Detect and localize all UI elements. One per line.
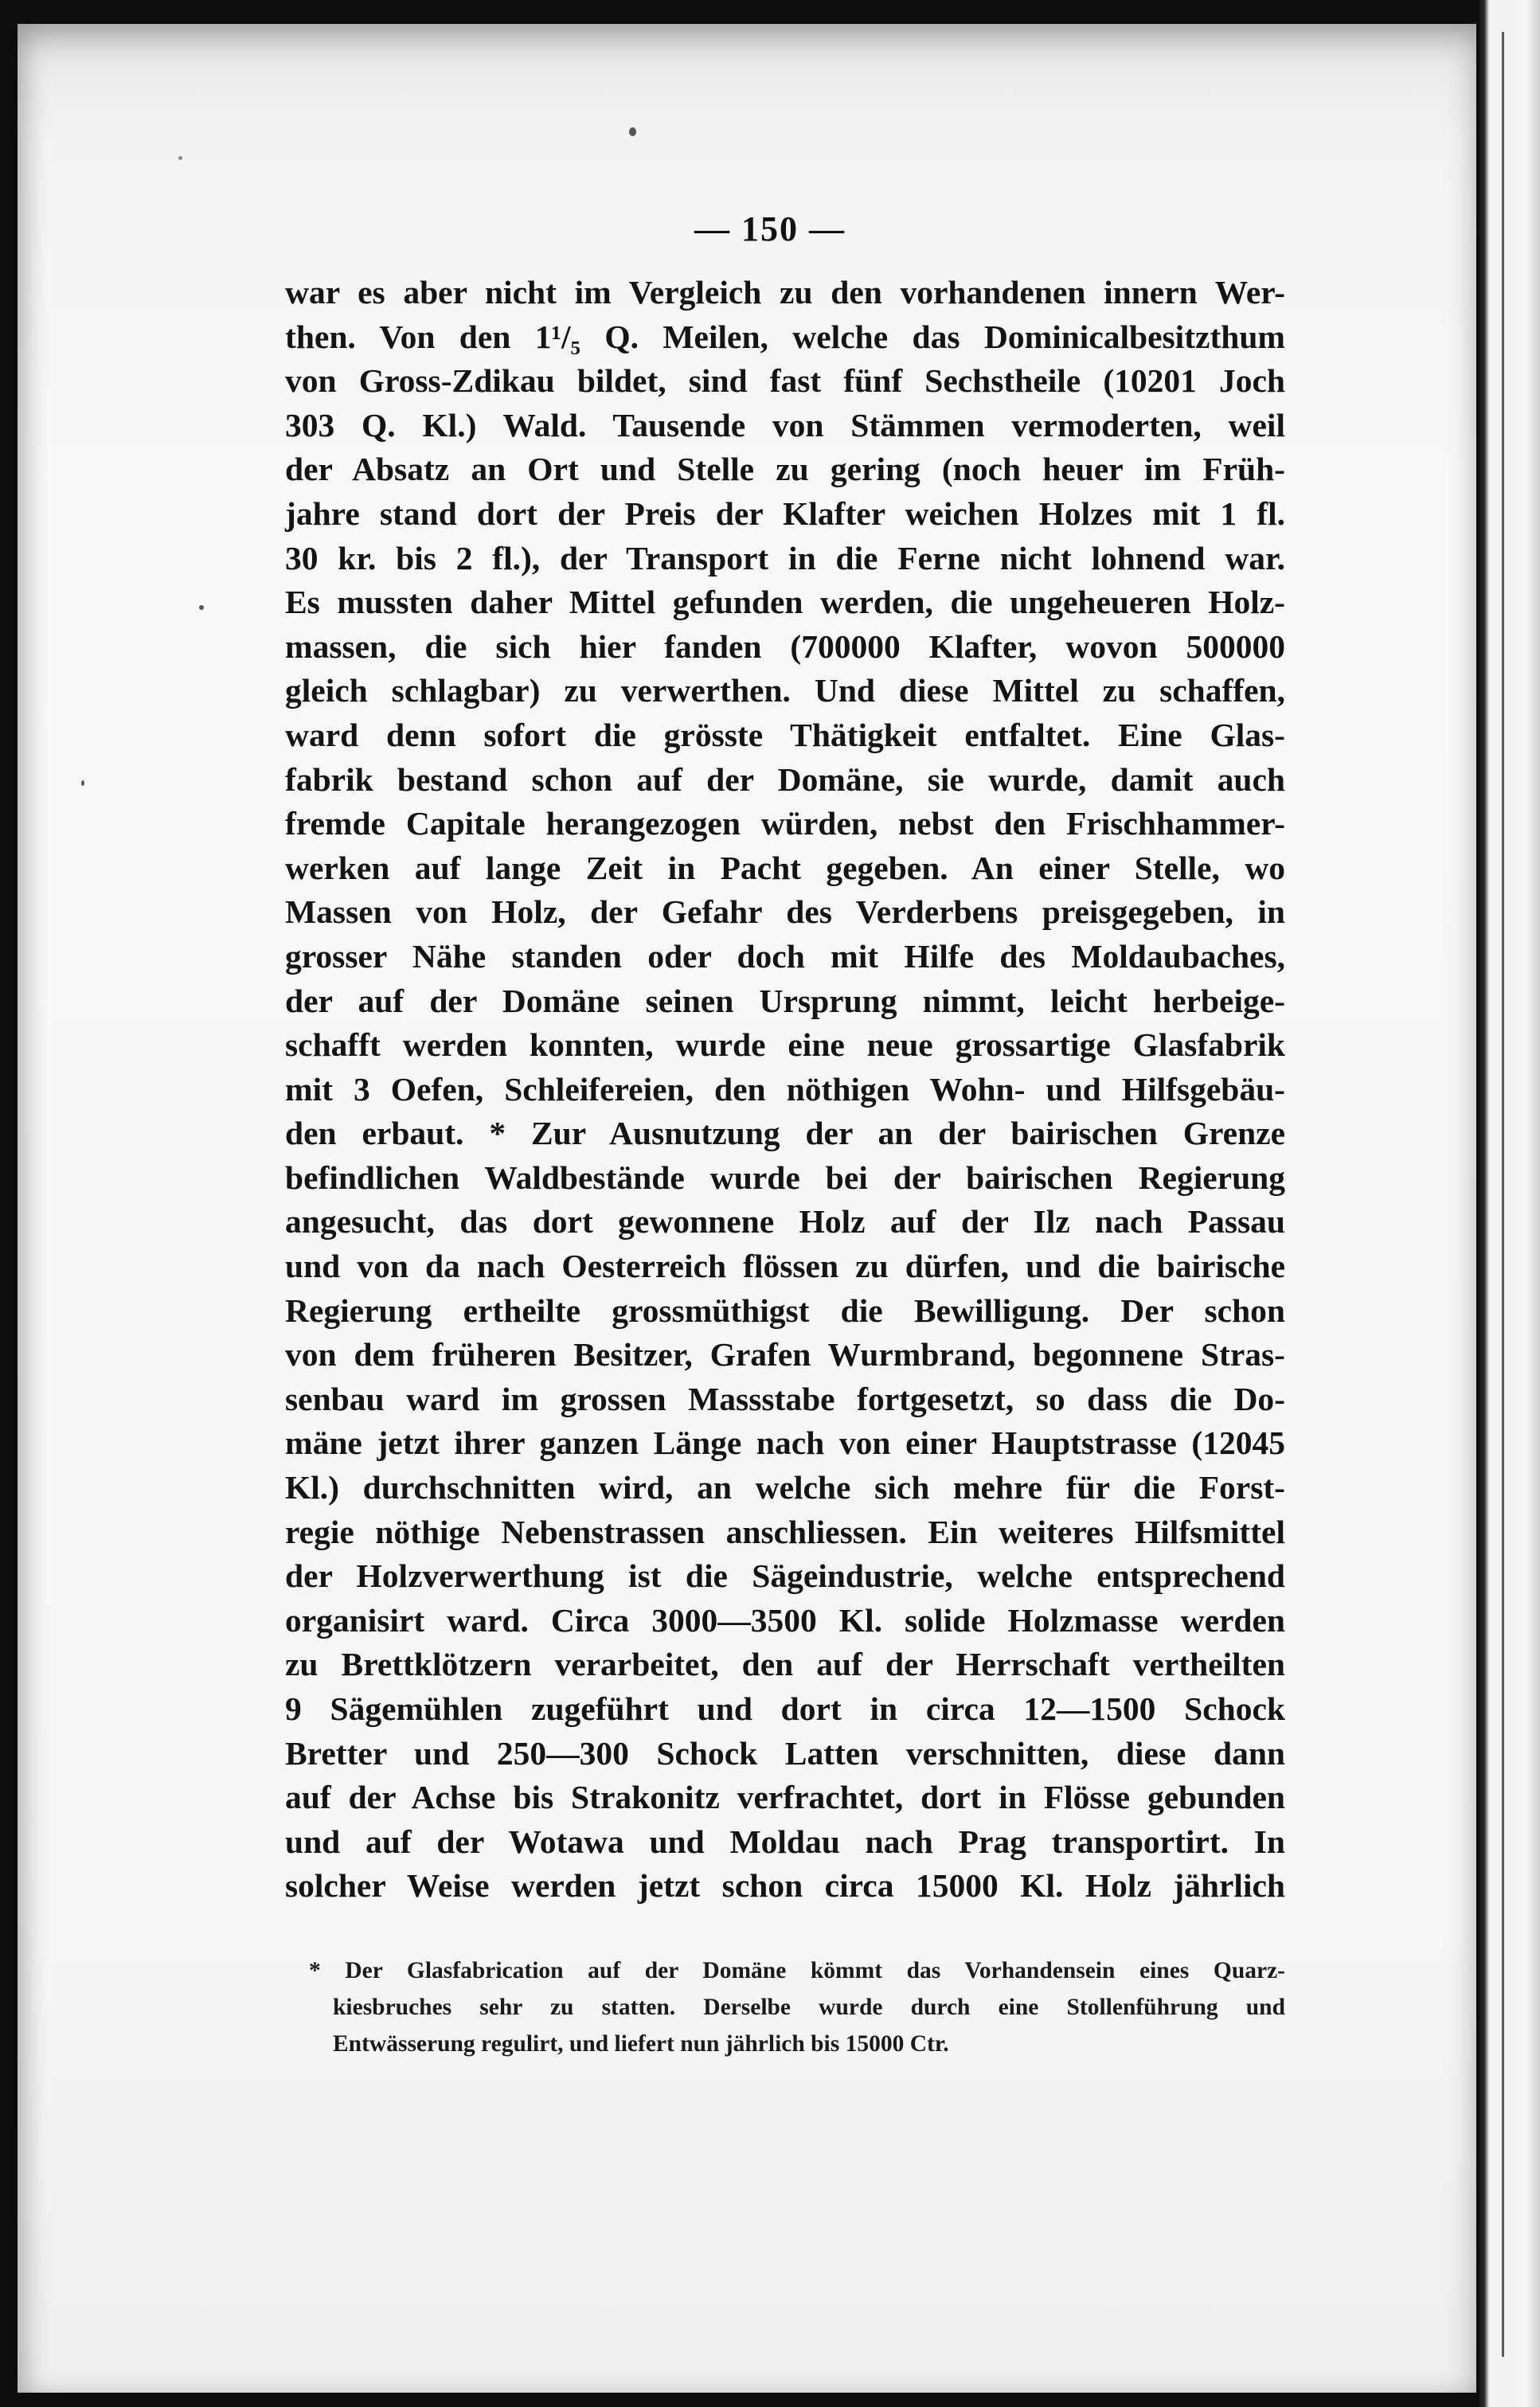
body-text <box>285 271 1285 1909</box>
footnote <box>309 1952 1285 2062</box>
text-line: senbau ward im grossen Massstabe fortgesetzt, so dass die Do- <box>285 1380 1285 1417</box>
text-line: 30 kr. bis 2 fl.), der Transport in die Ferne nicht lohnend war. <box>285 539 1285 576</box>
text-line: Es mussten daher Mittel gefunden werden, die ungeheueren Holz- <box>285 584 1285 621</box>
text-line: gleich schlagbar) zu verwerthen. Und diese Mittel zu schaffen, <box>285 672 1285 709</box>
text-line: regie nöthige Nebenstrassen anschliessen. Ein weiteres Hilfsmittel <box>285 1513 1285 1550</box>
text-line: ward denn sofort die grösste Thätigkeit entfaltet. Eine Glas- <box>285 716 1285 753</box>
text-line: befindlichen Waldbestände wurde bei der bairischen Regierung <box>285 1159 1285 1196</box>
text-line: und von da nach Oesterreich flössen zu dürfen, und die bairische <box>285 1248 1285 1285</box>
page-edge <box>1479 0 1540 2407</box>
text-line: mit 3 Oefen, Schleifereien, den nöthigen Wohn- und Hilfsgebäu- <box>285 1070 1285 1108</box>
text-line: jahre stand dort der Preis der Klafter weichen Holzes mit 1 fl. <box>285 494 1285 532</box>
text-line: der Absatz an Ort und Stelle zu gering (noch heuer im Früh- <box>285 451 1285 488</box>
text-line: Bretter und 250—300 Schock Latten verschnitten, diese dann <box>285 1734 1285 1772</box>
text-line: von dem früheren Besitzer, Grafen Wurmbrand, begonnene Stras- <box>285 1336 1285 1373</box>
text-line: Regierung ertheilte grossmüthigst die Bewilligung. Der schon <box>285 1291 1285 1329</box>
text-line: schafft werden konnten, wurde eine neue grossartige Glasfabrik <box>285 1026 1285 1064</box>
text-line: 9 Sägemühlen zugeführt und dort in circa 12—1500 Schock <box>285 1690 1285 1727</box>
text-line: 303 Q. Kl.) Wald. Tausende von Stämmen vermoderten, weil <box>285 406 1285 443</box>
text-line: then. Von den 1¹/₅ Q. Meilen, welche das Dominicalbesitzthum <box>285 318 1285 355</box>
text-line: solcher Weise werden jetzt schon circa 15000 Kl. Holz jährlich <box>285 1867 1285 1905</box>
footnote-line: Entwässerung regulirt, und liefert nun jährlich bis 15000 Ctr. <box>333 2031 949 2057</box>
footnote-line: * Der Glasfabrication auf der Domäne kömmt das Vorhandensein eines Quarz- <box>309 1958 1285 1983</box>
text-line: angesucht, das dort gewonnene Holz auf der Ilz nach Passau <box>285 1203 1285 1241</box>
text-line: war es aber nicht im Vergleich zu den vorhandenen innern Wer- <box>285 274 1285 311</box>
text-line: auf der Achse bis Strakonitz verfrachtet, dort in Flösse gebunden <box>285 1779 1285 1816</box>
page-number: — 150 — <box>694 209 846 248</box>
text-line: grosser Nähe standen oder doch mit Hilfe des Moldaubaches, <box>285 937 1285 975</box>
text-line: der auf der Domäne seinen Ursprung nimmt, leicht herbeige- <box>285 982 1285 1019</box>
ink-speck <box>81 780 84 786</box>
text-line: der Holzverwerthung ist die Sägeindustrie, welche entsprechend <box>285 1557 1285 1595</box>
text-line: von Gross-Zdikau bildet, sind fast fünf Sechstheile (10201 Joch <box>285 362 1285 400</box>
text-line: den erbaut. * Zur Ausnutzung der an der bairischen Grenze <box>285 1115 1285 1152</box>
text-line: Kl.) durchschnitten wird, an welche sich mehre für die Forst- <box>285 1469 1285 1506</box>
text-line: zu Brettklötzern verarbeitet, den auf der Herrschaft vertheilten <box>285 1646 1285 1683</box>
footnote-line: kiesbruches sehr zu statten. Derselbe wurde durch eine Stollenführung und <box>333 1995 1285 2020</box>
text-line: mäne jetzt ihrer ganzen Länge nach von einer Hauptstrasse (12045 <box>285 1424 1285 1462</box>
ink-speck <box>178 156 182 160</box>
text-line: fremde Capitale herangezogen würden, nebst den Frischhammer- <box>285 805 1285 842</box>
ink-speck <box>629 127 636 136</box>
text-line: organisirt ward. Circa 3000—3500 Kl. solide Holzmasse werden <box>285 1601 1285 1639</box>
text-line: massen, die sich hier fanden (700000 Klafter, wovon 500000 <box>285 627 1285 665</box>
text-line: und auf der Wotawa und Moldau nach Prag transportirt. In <box>285 1823 1285 1860</box>
ink-speck <box>199 605 204 610</box>
text-line: werken auf lange Zeit in Pacht gegeben. An einer Stelle, wo <box>285 849 1285 886</box>
text-line: Massen von Holz, der Gefahr des Verderbens preisgegeben, in <box>285 893 1285 931</box>
gutter-line <box>1502 32 1504 2357</box>
text-line: fabrik bestand schon auf der Domäne, sie wurde, damit auch <box>285 760 1285 798</box>
